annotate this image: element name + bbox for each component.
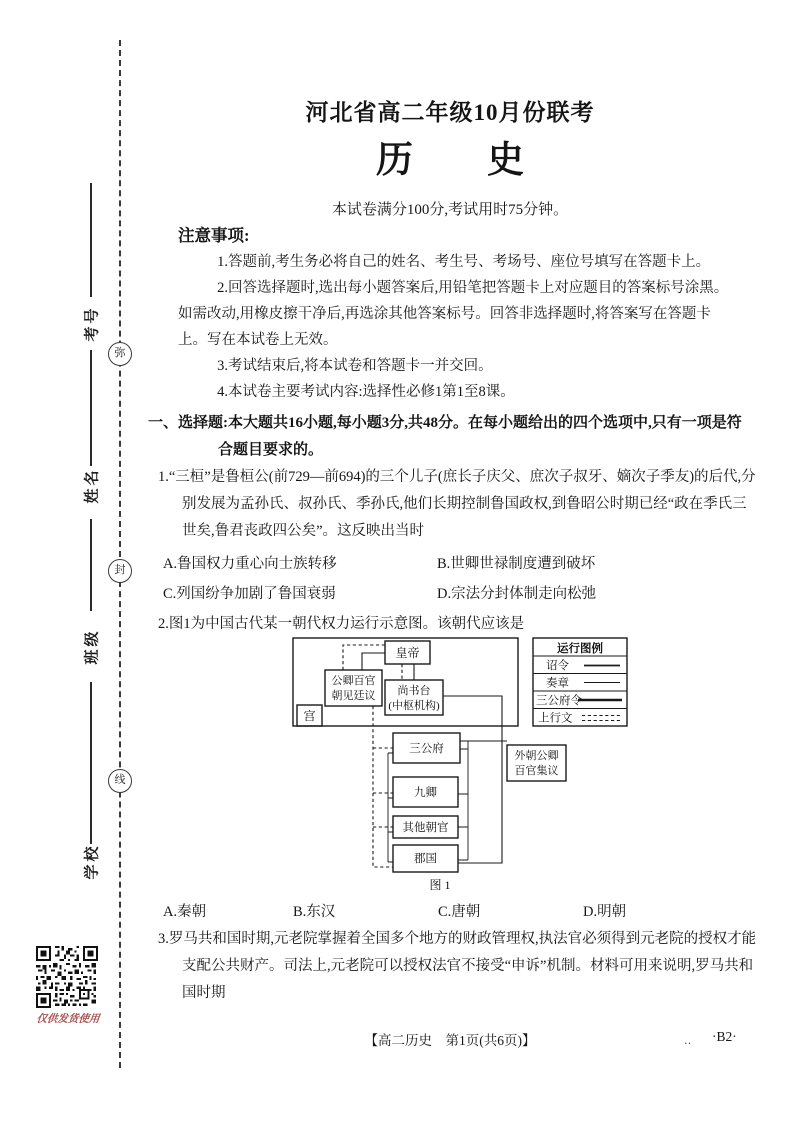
seal-char-feng: 封 xyxy=(108,559,132,583)
option-a: A.鲁国权力重心向士族转移 xyxy=(163,556,337,572)
emperor-label: 皇帝 xyxy=(395,646,420,660)
shangshutai-label-1: 尚书台 xyxy=(397,685,431,697)
question-2-text: 2.图1为中国古代某一朝代权力运行示意图。该朝代应该是 xyxy=(158,616,525,632)
question-1-options-row-1 xyxy=(163,551,595,577)
question-1-text: 1.“三桓”是鲁桓公(前729—前694)的三个儿子(庶长子庆父、庶次子叔牙、嫡次子季友)的后代,分别发展为孟孙氏、叔孙氏、季孙氏,他们长期控制鲁国政权,到鲁昭公时期已经“政在季氏三世矣,鲁君丧政四公矣”。这反映出当时 xyxy=(158,469,756,539)
court-audience-label-2: 朝见廷议 xyxy=(331,690,376,702)
question-3-text: 3.罗马共和国时期,元老院掌握着全国多个地方的财政管理权,执法官必须得到元老院的授权才能支配公共财产。司法上,元老院可以授权法官不接受“申诉”机制。材料可用来说明,罗马共和国时期 xyxy=(158,931,757,1001)
subject-title: 历 史 xyxy=(376,140,524,181)
footer-page-info: 【高二历史 第1页(共6页)】 xyxy=(364,1033,536,1048)
margin-label-name: 姓名 xyxy=(84,467,101,504)
qr-note: 仅供发货使用 xyxy=(35,1014,100,1025)
three-dukes-label: 三公府 xyxy=(409,743,444,755)
notice-heading: 注意事项: xyxy=(178,226,250,245)
legend-entry-memorial: 奏章 xyxy=(546,677,569,690)
gong-label: 宫 xyxy=(303,709,316,723)
edict-solid-connector xyxy=(362,653,385,670)
left-collector-line xyxy=(388,753,393,862)
figure-caption: 图 1 xyxy=(429,878,451,892)
question-1-options-row-2 xyxy=(163,581,596,607)
legend-entry-edict: 诏令 xyxy=(546,660,569,672)
notice-item: 2.回答选择题时,选出每小题答案后,用铅笔把答题卡上对应题目的答案标号涂黑。如需改动,用橡皮擦干净后,再选涂其他答案标号。回答非选择题时,将答案写在答题卡上。写在本试卷上无效。 xyxy=(178,280,729,348)
question-2-options xyxy=(163,899,626,925)
option-b: B.东汉 xyxy=(293,904,336,920)
outer-court-label-1: 外朝公卿 xyxy=(514,750,559,762)
seal-char-xian: 线 xyxy=(108,769,132,793)
margin-form-line xyxy=(90,682,92,844)
notice-item: 4.本试卷主要考试内容:选择性必修1第1至8课。 xyxy=(217,384,515,400)
exam-info: 本试卷满分100分,考试用时75分钟。 xyxy=(331,202,569,218)
margin-label-school: 学校 xyxy=(84,843,101,880)
section-heading: 一、选择题:本大题共16小题,每小题3分,共48分。在每小题给出的四个选项中,只有一项是符合题目要求的。 xyxy=(148,415,742,458)
qr-code xyxy=(36,946,98,1013)
margin-form-line xyxy=(90,183,92,297)
court-audience-label-1: 公卿百官 xyxy=(331,675,376,687)
margin-label-exam-number: 考号 xyxy=(84,305,101,342)
outer-court-label-2: 百官集议 xyxy=(514,765,559,777)
memorial-dashed-connector xyxy=(343,645,385,670)
legend-entry-upward-doc: 上行文 xyxy=(538,712,573,725)
other-officials-label: 其他朝官 xyxy=(402,822,449,834)
legend-entry-dukes-order: 三公府令 xyxy=(536,695,582,707)
notice-item: 3.考试结束后,将本试卷和答题卡一并交回。 xyxy=(217,358,493,374)
nine-ministers-label: 九卿 xyxy=(414,787,437,799)
option-c: C.列国纷争加剧了鲁国衰弱 xyxy=(163,586,336,602)
legend-title: 运行图例 xyxy=(557,643,603,655)
option-a: A.秦朝 xyxy=(163,904,207,920)
power-structure-diagram xyxy=(288,636,644,898)
figure-1-diagram xyxy=(288,636,644,903)
margin-form-line xyxy=(90,519,92,611)
option-b: B.世卿世禄制度遭到破坏 xyxy=(437,556,596,572)
option-d: D.宗法分封体制走向松弛 xyxy=(437,586,597,602)
qr-code-image xyxy=(36,946,98,1008)
footer-dots: ‥ xyxy=(684,1035,694,1047)
seal-char-mi: 弥 xyxy=(108,342,132,366)
legend-line-upward-doc xyxy=(582,716,622,721)
commanderies-label: 郡国 xyxy=(414,853,437,865)
exam-title: 河北省高二年级10月份联考 xyxy=(305,100,595,125)
margin-label-class: 班级 xyxy=(84,628,101,665)
footer-code: ·B2· xyxy=(712,1029,737,1044)
upward-docs-dashed-line xyxy=(373,706,393,867)
notice-item: 1.答题前,考生务必将自己的姓名、考生号、考场号、座位号填写在答题卡上。 xyxy=(217,254,711,270)
notice-list xyxy=(178,249,730,405)
option-d: D.明朝 xyxy=(583,904,627,920)
seal-dashed-line xyxy=(119,40,121,1068)
option-c: C.唐朝 xyxy=(438,904,481,920)
shangshutai-label-2: (中枢机构) xyxy=(388,700,440,712)
